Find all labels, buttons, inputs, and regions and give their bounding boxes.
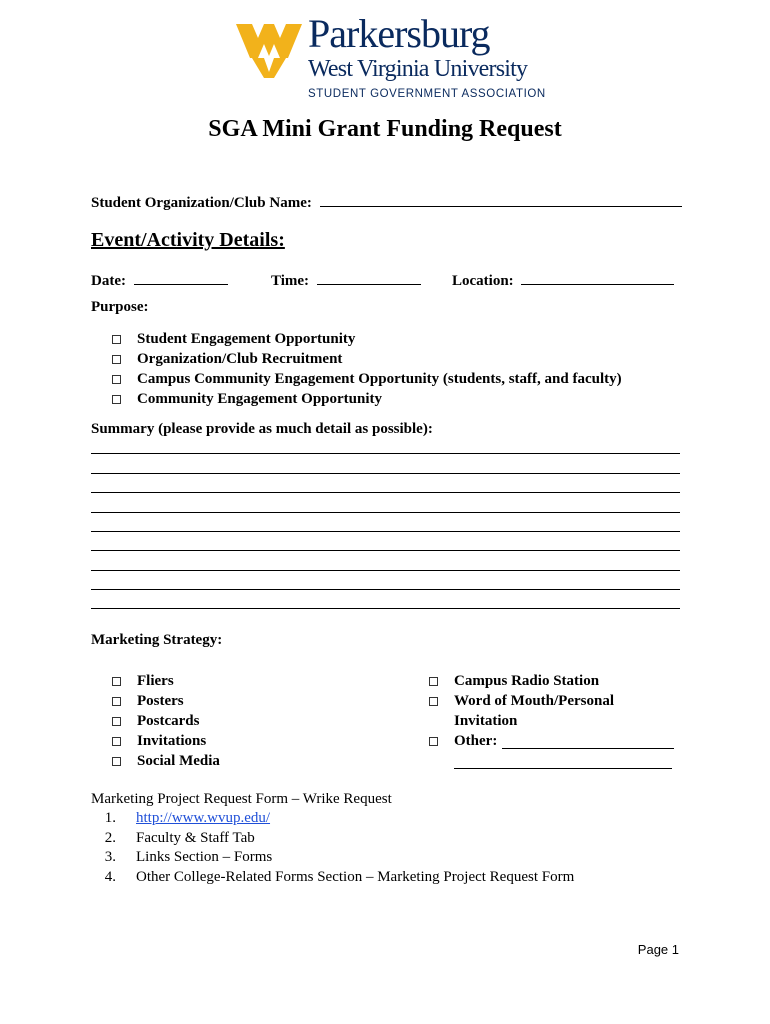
checkbox[interactable] <box>112 697 121 706</box>
checkbox[interactable] <box>112 355 121 364</box>
purpose-option[interactable]: Campus Community Engagement Opportunity (students, staff, and faculty) <box>112 369 622 389</box>
time-label: Time: <box>271 273 310 289</box>
location-field[interactable] <box>521 270 674 285</box>
step-item: 3. Links Section – Forms <box>104 849 273 865</box>
location-label: Location: <box>452 273 514 289</box>
logo-name: Parkersburg <box>308 11 490 56</box>
marketing-option[interactable]: Invitations <box>112 731 220 751</box>
location-row <box>452 270 674 290</box>
marketing-option[interactable]: Campus Radio Station <box>429 671 674 691</box>
checkbox[interactable] <box>112 737 121 746</box>
checkbox[interactable] <box>112 335 121 344</box>
project-form-title: Marketing Project Request Form – Wrike Request <box>91 791 392 807</box>
logo-university: West Virginia University <box>308 56 528 82</box>
summary-line[interactable] <box>91 473 680 474</box>
other-field[interactable] <box>502 734 674 749</box>
marketing-option[interactable]: Fliers <box>112 671 220 691</box>
page-number: Page 1 <box>637 942 679 957</box>
marketing-option[interactable]: Postcards <box>112 711 220 731</box>
checkbox[interactable] <box>112 395 121 404</box>
summary-line[interactable] <box>91 453 680 454</box>
marketing-option[interactable]: Word of Mouth/Personal <box>429 691 674 711</box>
date-field[interactable] <box>134 270 228 285</box>
checkbox[interactable] <box>112 757 121 766</box>
date-row <box>91 270 228 290</box>
page-title: SGA Mini Grant Funding Request <box>208 116 562 142</box>
event-details-heading: Event/Activity Details: <box>91 229 285 251</box>
wvup-sga-logo <box>236 11 546 104</box>
flying-wv-icon <box>236 18 302 80</box>
time-field[interactable] <box>317 270 421 285</box>
summary-line[interactable] <box>91 608 680 609</box>
marketing-option[interactable]: Posters <box>112 691 220 711</box>
other-field-continued[interactable] <box>454 754 672 769</box>
checkbox[interactable] <box>112 375 121 384</box>
summary-line[interactable] <box>91 570 680 571</box>
marketing-label: Marketing Strategy: <box>91 632 223 648</box>
checkbox[interactable] <box>112 717 121 726</box>
purpose-option[interactable]: Community Engagement Opportunity <box>112 389 622 409</box>
purpose-label: Purpose: <box>91 299 149 315</box>
summary-line[interactable] <box>91 492 680 493</box>
marketing-options-left <box>112 671 220 771</box>
purpose-options <box>112 329 622 409</box>
marketing-option[interactable]: Social Media <box>112 751 220 771</box>
checkbox[interactable] <box>112 677 121 686</box>
summary-line[interactable] <box>91 531 680 532</box>
checkbox[interactable] <box>429 697 438 706</box>
project-steps <box>91 810 574 888</box>
summary-line[interactable] <box>91 589 680 590</box>
marketing-option-continuation: Invitation <box>454 712 518 729</box>
purpose-option[interactable]: Student Engagement Opportunity <box>112 329 622 349</box>
checkbox[interactable] <box>429 677 438 686</box>
step-item: 1. http://www.wvup.edu/ <box>104 810 271 826</box>
purpose-option[interactable]: Organization/Club Recruitment <box>112 349 622 369</box>
other-field-cont-row <box>429 751 674 771</box>
org-name-label: Student Organization/Club Name: <box>91 195 312 211</box>
summary-line[interactable] <box>91 550 680 551</box>
summary-label: Summary (please provide as much detail as possible): <box>91 421 433 437</box>
date-label: Date: <box>91 273 126 289</box>
org-name-row <box>91 192 682 212</box>
logo-association: STUDENT GOVERNMENT ASSOCIATION <box>308 88 546 100</box>
checkbox[interactable] <box>429 737 438 746</box>
step-item: 2. Faculty & Staff Tab <box>104 829 255 846</box>
marketing-option-other[interactable]: Other: <box>429 731 674 751</box>
org-name-field[interactable] <box>320 192 682 207</box>
wvup-link[interactable]: http://www.wvup.edu/ <box>136 810 271 826</box>
marketing-options-right <box>429 671 674 771</box>
summary-line[interactable] <box>91 512 680 513</box>
time-row <box>271 270 421 290</box>
step-item: 4. Other College-Related Forms Section – Marketing Project Request Form <box>104 868 575 885</box>
